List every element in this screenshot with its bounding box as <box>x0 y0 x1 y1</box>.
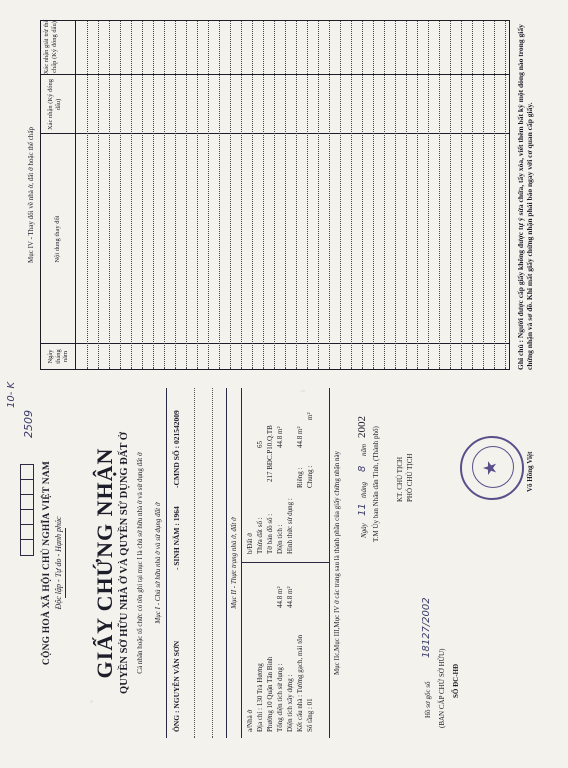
table-row-line <box>483 21 484 369</box>
land-private-value: 44.8 m² <box>296 426 304 448</box>
changes-page <box>27 19 540 370</box>
house-total-area-label: Tổng diện tích sử dụng : <box>276 663 284 732</box>
authority: T.M Ủy ban Nhân dân Tỉnh, (Thành phố) <box>372 426 380 542</box>
date-year-label: năm <box>360 443 368 456</box>
book-number: SỐ ĐC-HĐ <box>452 663 460 698</box>
changes-title: Mục IV - Thay đổi về nhà ở, đất ở hoặc thế chấp <box>27 126 35 264</box>
land-label: b/Đất ở <box>246 532 254 554</box>
land-area-label: Diện tích : <box>276 524 284 554</box>
table-row-line <box>208 21 209 369</box>
table-row-line <box>263 21 264 369</box>
land-private-label: Riêng : <box>296 467 304 488</box>
date-month: 8 <box>357 465 368 472</box>
national-motto: Độc lập - Tự do - Hạnh phúc <box>54 516 63 610</box>
national-title: CỘNG HOÀ XÃ HỘI CHỦ NGHĨA VIỆT NAM <box>42 460 52 666</box>
table-row-line <box>307 21 308 369</box>
certificate-front <box>6 381 545 738</box>
file-number-label: Hồ sơ gốc số <box>424 681 432 718</box>
table-row-line <box>274 21 275 369</box>
date-month-label: tháng <box>360 482 368 498</box>
changes-table <box>40 20 510 370</box>
certify-text: Cá nhân hoặc tổ chức có tên ghi tại mục I là chủ sở hữu nhà ở và sử dụng đất ở <box>136 452 144 674</box>
table-row-line <box>494 21 495 369</box>
house-total-area-value: 44.8 m² <box>276 586 284 608</box>
date-year: 2002 <box>356 416 368 438</box>
table-row-line <box>395 21 396 369</box>
table-row-line <box>252 21 253 369</box>
footnote <box>516 20 534 370</box>
table-row-line <box>186 21 187 369</box>
house-ward: Phường 10 Quận Tân Bình <box>266 656 274 732</box>
owner-name: ÔNG : NGUYỄN VĂN SƠN <box>172 640 181 732</box>
table-row-line <box>241 21 242 369</box>
section-note: Mục IIc,Mục III,Mục IV ở các trang sau là thành phần của giấy chứng nhận này <box>333 450 341 676</box>
table-row-line <box>384 21 385 369</box>
official-seal: ★ <box>460 436 524 500</box>
land-parcel-label: Thửa đất số : <box>256 517 264 554</box>
table-row-line <box>109 21 110 369</box>
land-area-value: 44.8 m² <box>276 426 284 448</box>
col-header-mortgage: Xác nhận giải trừ thế chấp (Ký đóng dấu) <box>43 19 58 75</box>
table-row-line <box>98 21 99 369</box>
table-row-line <box>373 21 374 369</box>
footnote-label: Ghi chú : <box>516 339 525 370</box>
table-row-line <box>428 21 429 369</box>
file-number-value: 18127/2002 <box>421 597 432 658</box>
certificate-subtitle: QUYỀN SỞ HỮU NHÀ Ở VÀ QUYỀN SỬ DỤNG ĐẤT Ở <box>119 432 130 694</box>
owner-id: -CMND SỐ : 021542009 <box>172 410 181 488</box>
land-use-label: Hình thức sử dụng : <box>286 498 294 554</box>
table-row-line <box>120 21 121 369</box>
table-row-line <box>329 21 330 369</box>
table-row-line <box>285 21 286 369</box>
table-row-line <box>362 21 363 369</box>
certificate-title: GIẤY CHỨNG NHẬN <box>92 447 117 679</box>
table-row-line <box>505 21 506 369</box>
land-shared-value: m² <box>306 412 314 420</box>
footnote-text: Người được cấp giấy không được tự ý sửa chữa, tẩy xóa, viết thêm bất kỳ một dòng nào trong giấy chứng nhận và sơ đồ. Khi mất giấy chứng nhận phải báo ngay với cơ quan cấp giấy. <box>516 24 534 370</box>
house-build-area-label: Diện tích xây dựng : <box>286 674 294 732</box>
table-row-line <box>439 21 440 369</box>
table-row-line <box>472 21 473 369</box>
serial-number-box <box>20 464 34 556</box>
table-row-line <box>164 21 165 369</box>
signer-name: Võ Hồng Việt <box>526 451 534 492</box>
records-dept: (BAN CẤP CHỨ SỞ HỮU) <box>438 648 446 728</box>
col-header-date: Ngày tháng năm <box>47 349 69 364</box>
table-row-line <box>296 21 297 369</box>
owner-birth: - SINH NĂM : 1964 <box>172 506 181 570</box>
section2-heading: Mục II - Thực trạng nhà ở, đất ở <box>230 517 238 609</box>
signer-role: KT. CHỦ TỊCH <box>396 456 404 502</box>
house-address: Địa chỉ : 130 Trà Hương <box>256 663 264 732</box>
table-row-line <box>351 21 352 369</box>
handwritten-number: 2509 <box>22 410 35 438</box>
house-structure: Kết cấu nhà : Tường gạch, mái tôn <box>296 634 304 732</box>
col-header-confirm: Xác nhận (Ký đóng dấu) <box>47 78 62 131</box>
house-floors: Số tầng : 01 <box>306 698 314 732</box>
table-row-line <box>318 21 319 369</box>
house-label: a/Nhà ở <box>246 709 254 732</box>
col-header-content: Nội dung thay đổi <box>54 215 61 263</box>
land-parcel-value: 65 <box>256 441 264 448</box>
house-build-area-value: 44.8 m² <box>286 586 294 608</box>
land-map-value: 217 BĐC.P10.Q.TB <box>266 425 274 482</box>
date-prefix: Ngày <box>360 523 368 538</box>
table-row-line <box>450 21 451 369</box>
table-row-line <box>340 21 341 369</box>
table-row-line <box>197 21 198 369</box>
table-row-line <box>461 21 462 369</box>
land-map-label: Tờ bản đồ số : <box>266 513 274 554</box>
table-row-line <box>142 21 143 369</box>
signer-role2: PHÓ CHỦ TỊCH <box>406 453 414 502</box>
table-row-line <box>230 21 231 369</box>
table-row-line <box>87 21 88 369</box>
table-row-line <box>219 21 220 369</box>
handwritten-corner-note: 10- K <box>6 381 17 408</box>
table-row-line <box>175 21 176 369</box>
table-row-line <box>406 21 407 369</box>
land-shared-label: Chung : <box>306 465 314 488</box>
table-row-line <box>131 21 132 369</box>
table-row-line <box>153 21 154 369</box>
date-day: 11 <box>357 503 368 516</box>
section1-heading: Mục I - Chủ sở hữu nhà ở và sử dụng đất ở <box>154 502 162 624</box>
table-row-line <box>417 21 418 369</box>
